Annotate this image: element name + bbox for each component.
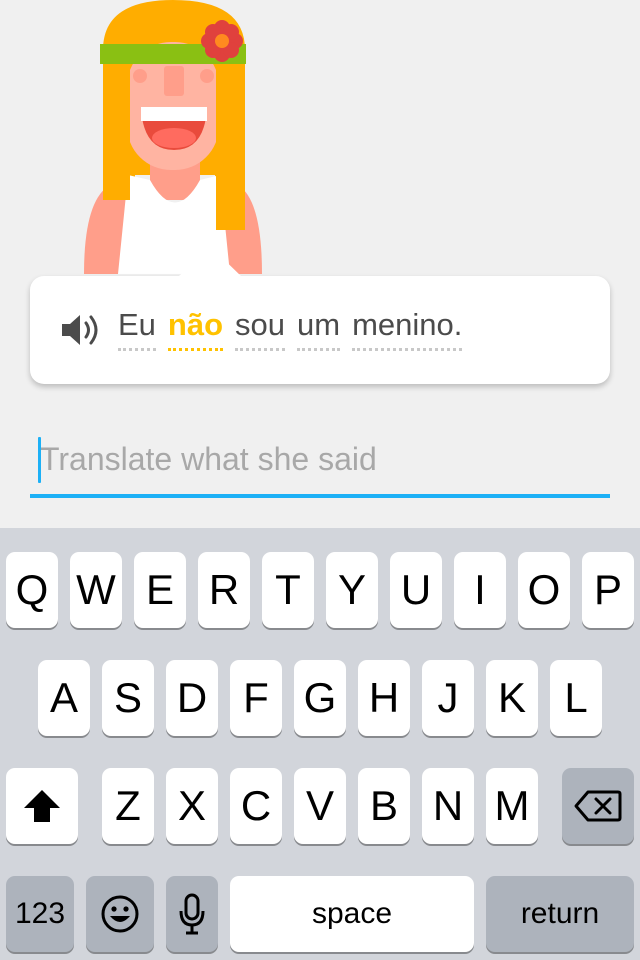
word-sou[interactable]: sou [235,309,285,351]
word-um[interactable]: um [297,309,340,351]
key-x[interactable]: X [166,768,218,844]
key-i[interactable]: I [454,552,506,628]
shift-key[interactable] [6,768,78,844]
character-illustration [80,0,270,280]
key-r[interactable]: R [198,552,250,628]
key-j[interactable]: J [422,660,474,736]
emoji-icon [100,894,140,934]
key-a[interactable]: A [38,660,90,736]
mic-icon [178,893,206,935]
key-z[interactable]: Z [102,768,154,844]
key-m[interactable]: M [486,768,538,844]
translation-input[interactable] [30,432,610,498]
key-l[interactable]: L [550,660,602,736]
space-key[interactable]: space [230,876,474,952]
key-b[interactable]: B [358,768,410,844]
key-k[interactable]: K [486,660,538,736]
dictation-key[interactable] [166,876,218,952]
key-n[interactable]: N [422,768,474,844]
key-u[interactable]: U [390,552,442,628]
key-f[interactable]: F [230,660,282,736]
keyboard [0,528,640,960]
word-nao[interactable]: não [168,309,223,351]
return-key[interactable]: return [486,876,634,952]
word-menino[interactable]: menino. [352,309,462,351]
word-eu[interactable]: Eu [118,309,156,351]
delete-icon [574,790,622,822]
key-p[interactable]: P [582,552,634,628]
speaker-icon[interactable] [60,310,102,350]
key-c[interactable]: C [230,768,282,844]
delete-key[interactable] [562,768,634,844]
shift-icon [22,788,62,824]
speech-bubble-tail [178,246,242,277]
key-v[interactable]: V [294,768,346,844]
key-h[interactable]: H [358,660,410,736]
key-d[interactable]: D [166,660,218,736]
key-t[interactable]: T [262,552,314,628]
key-o[interactable]: O [518,552,570,628]
key-e[interactable]: E [134,552,186,628]
key-g[interactable]: G [294,660,346,736]
speech-bubble [30,276,610,384]
emoji-key[interactable] [86,876,154,952]
prompt-sentence [118,309,474,351]
key-w[interactable]: W [70,552,122,628]
text-cursor [38,437,41,483]
key-y[interactable]: Y [326,552,378,628]
numbers-key[interactable]: 123 [6,876,74,952]
key-s[interactable]: S [102,660,154,736]
key-q[interactable]: Q [6,552,58,628]
